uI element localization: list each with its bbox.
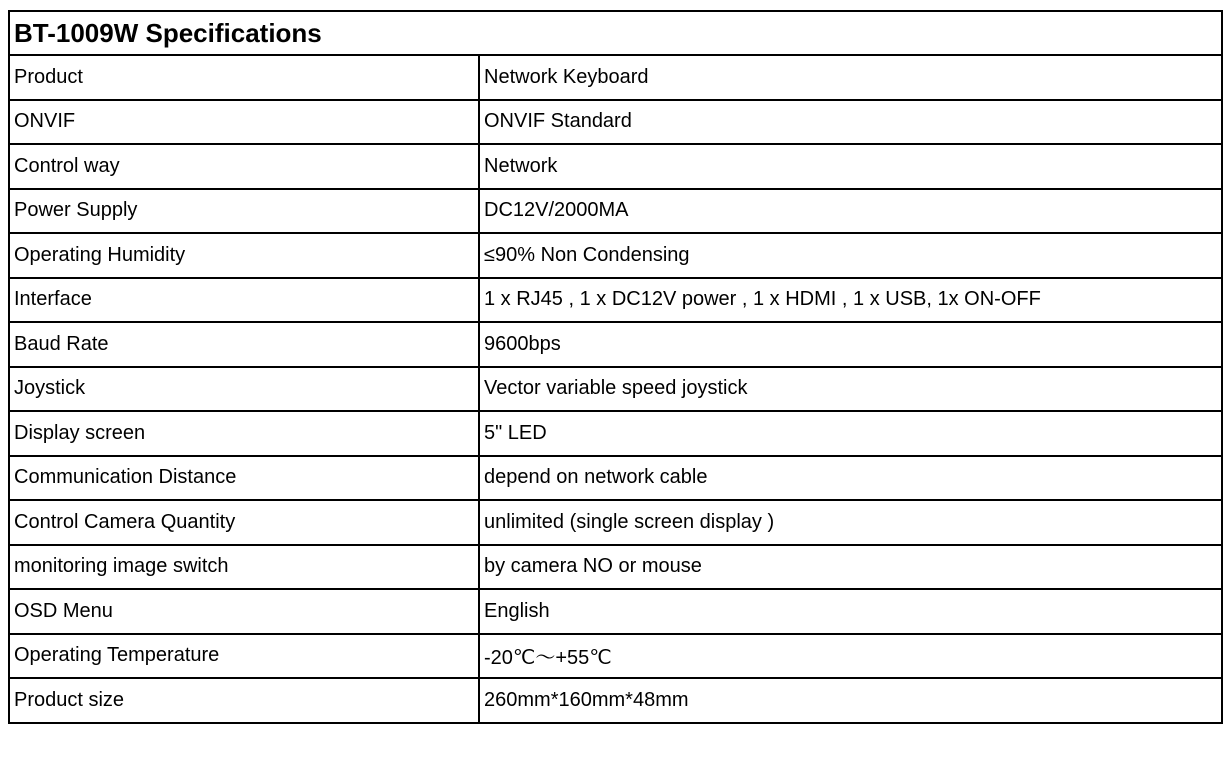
table-row [9, 456, 1222, 501]
spec-value: DC12V/2000MA [479, 189, 1222, 234]
table-row [9, 278, 1222, 323]
spec-value: Network [479, 144, 1222, 189]
spec-value: English [479, 589, 1222, 634]
table-row [9, 55, 1222, 100]
spec-value: Network Keyboard [479, 55, 1222, 100]
spec-label: Product size [9, 678, 479, 723]
spec-value: -20℃～+55℃ [479, 634, 1222, 679]
table-row [9, 500, 1222, 545]
spec-value: ≤90% Non Condensing [479, 233, 1222, 278]
specifications-table [8, 10, 1223, 724]
spec-label: Product [9, 55, 479, 100]
spec-label: Communication Distance [9, 456, 479, 501]
spec-label: Joystick [9, 367, 479, 412]
table-row [9, 322, 1222, 367]
spec-label: Power Supply [9, 189, 479, 234]
spec-label: monitoring image switch [9, 545, 479, 590]
table-row [9, 634, 1222, 679]
spec-label: Baud Rate [9, 322, 479, 367]
table-row [9, 233, 1222, 278]
spec-value: 9600bps [479, 322, 1222, 367]
spec-value: 5" LED [479, 411, 1222, 456]
spec-value: Vector variable speed joystick [479, 367, 1222, 412]
table-row [9, 144, 1222, 189]
spec-label: ONVIF [9, 100, 479, 145]
spec-label: Control way [9, 144, 479, 189]
table-row [9, 545, 1222, 590]
spec-label: Operating Temperature [9, 634, 479, 679]
table-row [9, 411, 1222, 456]
table-title-row [9, 11, 1222, 55]
spec-label: Display screen [9, 411, 479, 456]
table-row [9, 589, 1222, 634]
table-row [9, 189, 1222, 234]
table-title: BT-1009W Specifications [9, 11, 1222, 55]
table-row [9, 678, 1222, 723]
table-row [9, 100, 1222, 145]
spec-label: Control Camera Quantity [9, 500, 479, 545]
spec-value: by camera NO or mouse [479, 545, 1222, 590]
spec-value: unlimited (single screen display ) [479, 500, 1222, 545]
spec-value: depend on network cable [479, 456, 1222, 501]
spec-value: ONVIF Standard [479, 100, 1222, 145]
spec-label: Operating Humidity [9, 233, 479, 278]
spec-label: Interface [9, 278, 479, 323]
spec-label: OSD Menu [9, 589, 479, 634]
spec-value: 260mm*160mm*48mm [479, 678, 1222, 723]
spec-value: 1 x RJ45 , 1 x DC12V power , 1 x HDMI , 1 x USB, 1x ON-OFF [479, 278, 1222, 323]
table-row [9, 367, 1222, 412]
